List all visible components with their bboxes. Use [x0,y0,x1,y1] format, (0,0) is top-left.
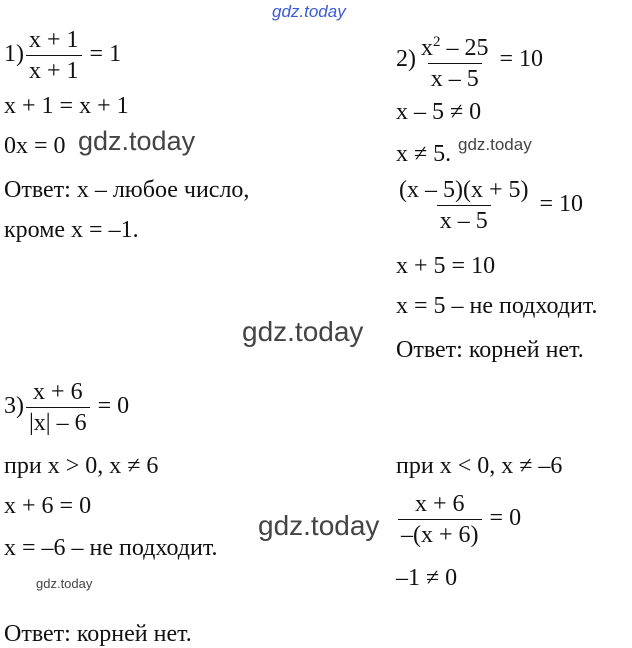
problem1-label: 1) [4,41,24,68]
problem2-label: 2) [396,46,416,73]
problem3-right-line3: –1 ≠ 0 [396,565,458,591]
problem1-fraction [26,26,82,85]
problem3-right-rhs: = 0 [489,505,522,532]
problem2-line6: x = 5 – не подходит. [396,293,598,319]
problem2-line3: x ≠ 5. [396,141,452,167]
problem3-right-denominator: –(x + 6) [398,519,482,549]
problem3-right-numerator: x + 6 [414,491,465,517]
problem3-rhs: = 0 [97,393,130,420]
problem3-label: 3) [4,393,24,420]
problem1-line3: 0x = 0 [4,133,66,159]
problem2-line5: x + 5 = 10 [396,253,496,279]
watermark-4: gdz.today [36,576,93,591]
problem2-fraction2-row [394,176,583,235]
problem3-numerator: x + 6 [33,379,83,405]
problem2-line2: x – 5 ≠ 0 [396,99,482,125]
problem3-left-line3: x = –6 – не подходит. [4,535,218,561]
watermark-1: gdz.today [78,126,196,156]
problem1-line2: x + 1 = x + 1 [4,93,129,119]
problem2-denominator: x – 5 [428,63,482,93]
problem1-rhs: = 1 [89,41,122,68]
problem2-num-exponent: 2 [433,34,441,50]
watermark-top: gdz.today [272,2,346,21]
problem1-numerator: x + 1 [29,27,79,53]
problem3-equation [4,378,129,437]
problem3-right-fraction-row [396,490,521,549]
problem2-fraction2 [396,176,532,235]
problem2-fraction [418,28,492,93]
problem2-num-rest: – 25 [440,35,489,61]
problem2-equation [396,28,543,93]
problem2-num-base: x [421,35,433,61]
watermark-3: gdz.today [242,316,364,347]
problem1-equation [4,26,121,85]
problem2-numerator [418,28,492,63]
problem1-answer-line1: Ответ: x – любое число, [4,177,250,203]
watermark-2: gdz.today [458,135,532,154]
problem2-fraction2-rhs: = 10 [539,191,584,218]
problem3-left-line2: x + 6 = 0 [4,493,92,519]
problem3-answer: Ответ: корней нет. [4,621,192,647]
problem3-right-fraction [398,490,482,549]
problem3-right-case: при x < 0, x ≠ –6 [396,453,563,479]
problem3-fraction [26,378,90,437]
problem2-answer: Ответ: корней нет. [396,337,584,363]
problem2-fraction2-denominator: x – 5 [437,205,491,235]
problem3-denominator: |x| – 6 [26,407,90,437]
problem2-rhs: = 10 [499,46,544,73]
problem2-fraction2-numerator: (x – 5)(x + 5) [399,177,529,203]
problem3-left-case: при x > 0, x ≠ 6 [4,453,159,479]
watermark-5: gdz.today [258,510,380,541]
problem1-denominator: x + 1 [26,55,82,85]
problem1-answer-line2: кроме x = –1. [4,217,139,243]
